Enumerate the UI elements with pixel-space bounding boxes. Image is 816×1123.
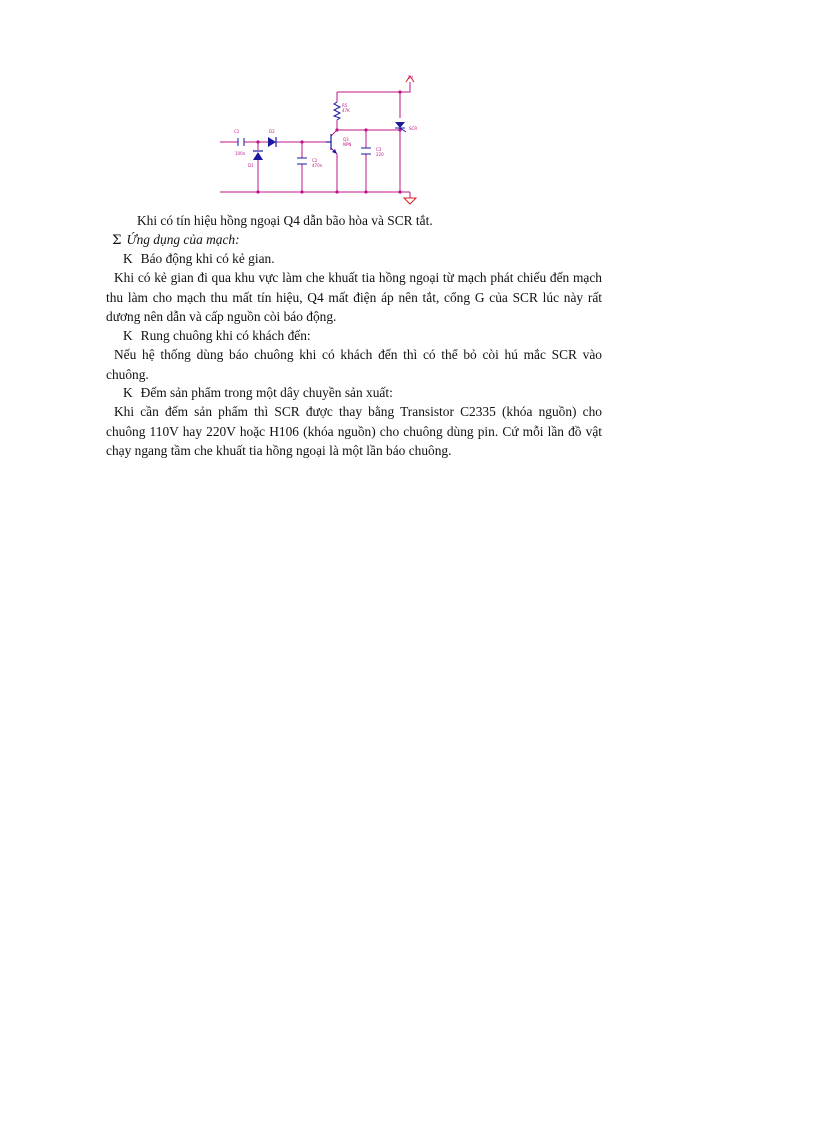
circuit-diagram [210, 70, 440, 210]
item-2-title [123, 326, 619, 346]
resistor-r5-icon [334, 102, 340, 120]
item-2-body: Nếu hệ thống dùng báo chuông khi có khách đến thì có thể bỏ còi hú mắc SCR vào chuông. [106, 347, 602, 382]
bullet-k-icon: K [123, 328, 133, 343]
capacitor-c1-icon [238, 138, 244, 146]
c2-value: 470n [312, 163, 323, 168]
capacitor-c2-icon [297, 158, 307, 164]
scr-label: SCR [409, 126, 418, 131]
transistor-q3-icon [326, 134, 331, 150]
c3-value: 220 [376, 152, 384, 157]
item-1-title-text: Báo động khi có kẻ gian. [140, 251, 275, 266]
ground-icon [404, 198, 416, 204]
c3-label: C3 [376, 147, 382, 152]
section-heading [112, 230, 608, 251]
item-3-title [123, 383, 619, 403]
supply-label: 5V [408, 75, 414, 80]
item-3-body: Khi cần đếm sản phẩm thì SCR được thay bằng Transistor C2335 (khóa nguồn) cho chuông 110V hay 220V hoặc H106 (khóa nguồn) cho chuông dùng pin. Cứ mỗi lần đồ vật chạy ngang tầm che khuất tia hồng ngoại là một lần báo chuông. [106, 404, 602, 458]
c2-label: C2 [312, 158, 318, 163]
item-1-title [123, 249, 619, 269]
r5-value: 47K [342, 108, 350, 113]
r5-label: R5 [342, 103, 348, 108]
c1-value: 100n [235, 151, 246, 156]
bullet-k-icon: K [123, 385, 133, 400]
item-2-title-text: Rung chuông khi có khách đến: [140, 328, 311, 343]
section-heading-text: Ứng dụng của mạch: [126, 232, 240, 247]
diode-d2-icon [268, 137, 276, 147]
bullet-k-icon: K [123, 251, 133, 266]
d1-label: D1 [248, 163, 254, 168]
circuit-wires [220, 82, 410, 198]
capacitor-c3-icon [361, 148, 371, 154]
item-1-body: Khi có kẻ gian đi qua khu vực làm che khuất tia hồng ngoại từ mạch phát chiếu đến mạch thu làm cho mạch thu mất tín hiệu, Q4 mất điện áp nên tắt, cổng G của SCR lúc này rất dương nên dẫn và cấp nguồn còi báo động. [106, 270, 602, 324]
item-3-title-text: Đếm sản phẩm trong một dây chuyền sản xuất: [140, 385, 393, 400]
q3-type: NPN [343, 142, 352, 147]
q3-label: Q3 [343, 137, 349, 142]
diode-d1-icon [253, 151, 263, 160]
paragraph-scr-off: Khi có tín hiệu hồng ngoại Q4 dẫn bão hòa và SCR tắt. [137, 213, 433, 228]
sigma-bullet-icon: Σ [112, 233, 122, 248]
d2-label: D2 [269, 129, 275, 134]
c1-label: C1 [234, 129, 240, 134]
